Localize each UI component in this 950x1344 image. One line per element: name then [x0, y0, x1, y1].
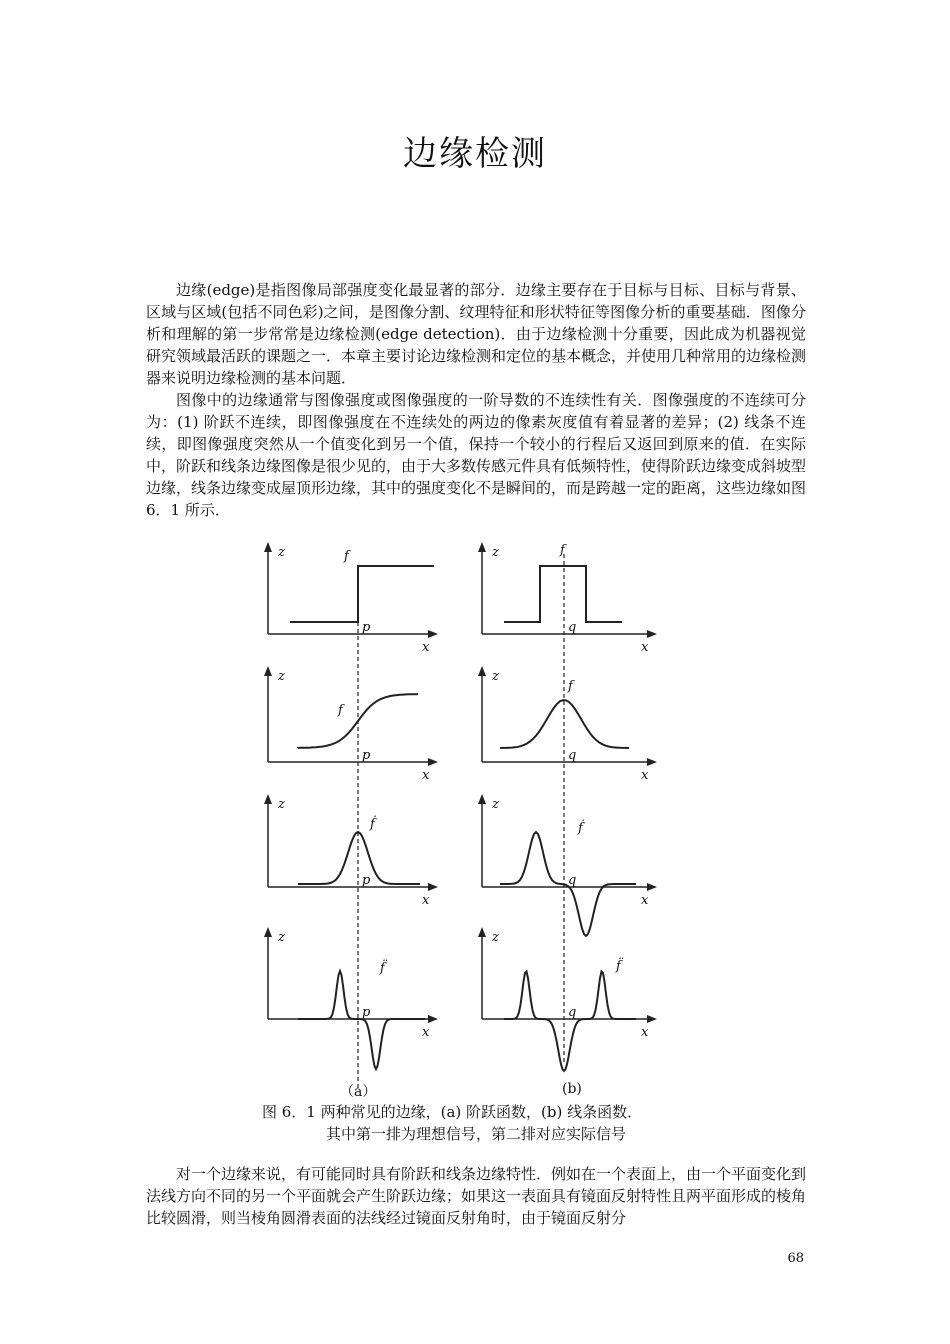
curve-label-f-b-1: f [560, 543, 565, 558]
z-arrow-1-1 [478, 666, 486, 676]
edge-profile-diagram [250, 532, 690, 1112]
step-first-derivative-curve [298, 832, 420, 884]
x-arrow-1-3 [647, 1015, 657, 1023]
axis-label-z-1-3: z [492, 930, 499, 945]
point-label-q-1: q [568, 748, 577, 763]
point-label-q-0: q [568, 620, 577, 635]
z-arrow-0-2 [264, 794, 272, 804]
figure-caption-line1: 图 6．1 两种常见的边缘，(a) 阶跃函数，(b) 线条函数． [262, 1103, 643, 1121]
z-arrow-1-2 [478, 794, 486, 804]
x-arrow-1-0 [647, 630, 657, 638]
line-ideal-curve [504, 566, 622, 622]
curve-label-d2f-b: f̈ [616, 959, 621, 974]
point-label-p-3: p [362, 1005, 371, 1020]
axis-label-z-0-1: z [278, 669, 285, 684]
panel-label-b: (b) [562, 1081, 582, 1097]
z-arrow-0-1 [264, 666, 272, 676]
axis-label-x-1-1: x [641, 768, 649, 783]
z-arrow-0-0 [264, 542, 272, 552]
z-arrow-1-3 [478, 927, 486, 937]
paragraph-3: 对一个边缘来说，有可能同时具有阶跃和线条边缘特性．例如在一个表面上，由一个平面变化到法线方向不同的另一个平面就会产生阶跃边缘；如果这一表面具有镜面反射特性且两平面形成的棱角比较圆滑，则当棱角圆滑表面的法线经过镜面反射角时，由于镜面反射分 [146, 1165, 807, 1227]
axis-label-x-0-2: x [422, 893, 430, 908]
x-arrow-0-0 [428, 630, 438, 638]
x-arrow-0-3 [428, 1015, 438, 1023]
panel-label-a: （a） [340, 1084, 377, 1100]
axis-label-x-0-0: x [422, 640, 430, 655]
x-arrow-1-1 [647, 758, 657, 766]
axis-label-x-0-1: x [422, 768, 430, 783]
x-arrow-0-1 [428, 758, 438, 766]
curve-label-f-b-2: f [568, 679, 573, 694]
z-arrow-0-3 [264, 927, 272, 937]
axis-label-z-0-2: z [278, 797, 285, 812]
axis-label-z-0-0: z [278, 545, 285, 560]
point-label-q-2: q [568, 873, 577, 888]
paragraph-1: 边缘(edge)是指图像局部强度变化最显著的部分．边缘主要存在于目标与目标、目标与背景、区域与区域(包括不同色彩)之间，是图像分割、纹理特征和形状特征等图像分析的重要基础．图像分析和理解的第一步常常是边缘检测(edge detection)．由于边缘检测十分重要，因此成为机器视觉研究领域最活跃的课题之一．本章主要讨论边缘检测和定位的基本概念，并使用几种常用的边缘检测器来说明边缘检测的基本问题． [146, 281, 807, 387]
axis-label-z-1-2: z [492, 797, 499, 812]
point-label-p-0: p [362, 620, 371, 635]
step-second-derivative-curve [298, 971, 426, 1069]
axis-label-x-1-0: x [641, 640, 649, 655]
page-number: 68 [787, 1251, 804, 1266]
line-second-derivative-curve [504, 972, 636, 1072]
axis-label-x-1-3: x [641, 1025, 649, 1040]
x-arrow-0-2 [428, 883, 438, 891]
axis-label-z-0-3: z [278, 930, 285, 945]
figure-6-1 [250, 532, 690, 1112]
point-label-p-2: p [362, 873, 371, 888]
point-label-q-3: q [568, 1005, 577, 1020]
paragraph-2: 图像中的边缘通常与图像强度或图像强度的一阶导数的不连续性有关．图像强度的不连续可分为：(1) 阶跃不连续，即图像强度在不连续处的两边的像素灰度值有着显著的差异；(2) 线条不连续，即图像强度突然从一个值变化到另一个值，保持一个较小的行程后又返回到原来的值．在实际中，阶跃和线条边缘图像是很少见的，由于大多数传感元件具有低频特性，使得阶跃边缘变成斜坡型边缘，线条边缘变成屋顶形边缘，其中的强度变化不是瞬间的，而是跨越一定的距离，这些边缘如图 6．1 所示． [146, 391, 807, 519]
curve-label-f-a-1: f [344, 549, 349, 564]
curve-label-d2f-a: f̈ [380, 961, 385, 976]
axis-label-x-1-2: x [641, 893, 649, 908]
axis-label-z-1-1: z [492, 669, 499, 684]
curve-label-df-b: ḟ [578, 821, 583, 836]
curve-label-f-a-2: f [338, 703, 343, 718]
axis-label-x-0-3: x [422, 1025, 430, 1040]
curve-label-df-a: ḟ [370, 817, 375, 832]
figure-caption-line2: 其中第一排为理想信号，第二排对应实际信号 [326, 1125, 627, 1143]
z-arrow-1-0 [478, 542, 486, 552]
point-label-p-1: p [362, 748, 371, 763]
step-ideal-curve [290, 566, 434, 622]
axis-label-z-1-0: z [492, 545, 499, 560]
x-arrow-1-2 [647, 883, 657, 891]
page-title: 边缘检测 [403, 134, 547, 174]
